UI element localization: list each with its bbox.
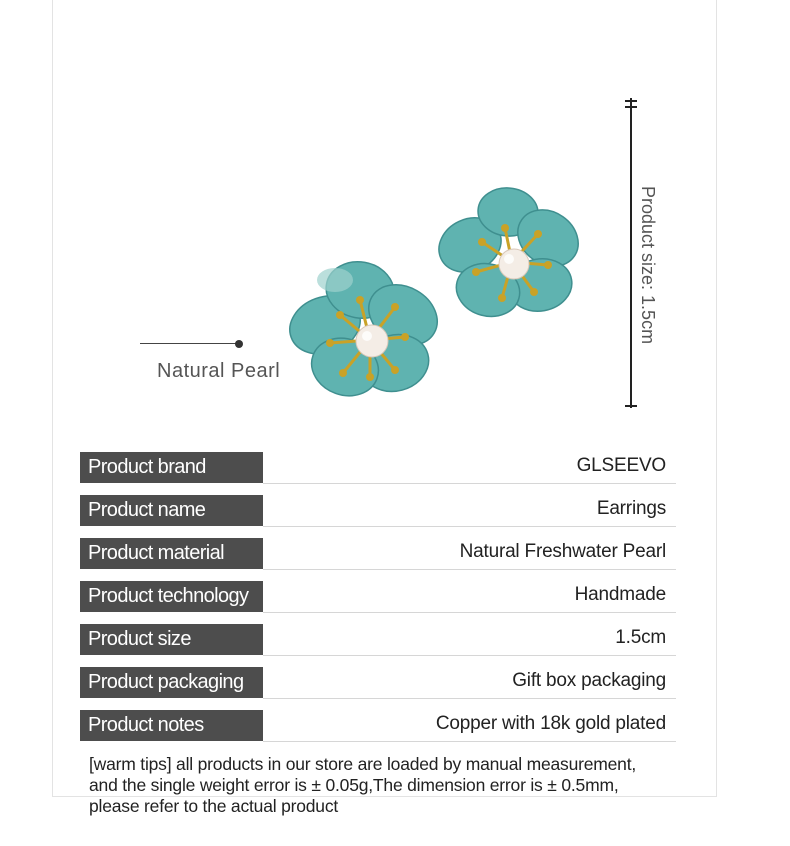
spec-value: Natural Freshwater Pearl	[459, 541, 666, 562]
spec-row-name	[80, 493, 676, 536]
warm-tips-note	[89, 754, 689, 817]
flower-earrings-image	[285, 180, 585, 410]
spec-row-technology	[80, 579, 676, 622]
tips-line: and the single weight error is ± 0.05g,The dimension error is ± 0.5mm,	[89, 775, 619, 795]
spec-divider	[263, 655, 676, 656]
spec-label: Product notes	[80, 710, 263, 741]
spec-value: GLSEEVO	[576, 455, 666, 476]
spec-row-notes	[80, 708, 676, 751]
spec-row-size	[80, 622, 676, 665]
size-annotation-label: Product size: 1.5cm	[638, 186, 658, 345]
tips-line: please refer to the actual product	[89, 796, 339, 816]
right-earring	[430, 185, 585, 323]
spec-label: Product technology	[80, 581, 263, 612]
pearl-annotation-label: Natural Pearl	[157, 360, 281, 382]
product-specs-table	[80, 450, 676, 751]
spec-divider	[263, 526, 676, 527]
spec-value: 1.5cm	[615, 627, 666, 648]
pearl-pointer-dot	[235, 340, 243, 348]
spec-value: Earrings	[596, 498, 666, 519]
spec-row-brand	[80, 450, 676, 493]
spec-divider	[263, 698, 676, 699]
spec-value: Handmade	[574, 584, 666, 605]
spec-value: Gift box packaging	[512, 670, 666, 691]
spec-divider	[263, 569, 676, 570]
spec-label: Product packaging	[80, 667, 263, 698]
spec-label: Product size	[80, 624, 263, 655]
spec-divider	[263, 612, 676, 613]
tips-line: [warm tips] all products in our store are loaded by manual measurement,	[89, 754, 637, 774]
spec-divider	[263, 483, 676, 484]
spec-row-packaging	[80, 665, 676, 708]
spec-label: Product material	[80, 538, 263, 569]
left-earring	[285, 257, 448, 405]
spec-label: Product name	[80, 495, 263, 526]
spec-value: Copper with 18k gold plated	[435, 713, 666, 734]
pearl-pointer-line	[140, 343, 238, 344]
spec-row-material	[80, 536, 676, 579]
spec-label: Product brand	[80, 452, 263, 483]
spec-divider	[263, 741, 676, 742]
